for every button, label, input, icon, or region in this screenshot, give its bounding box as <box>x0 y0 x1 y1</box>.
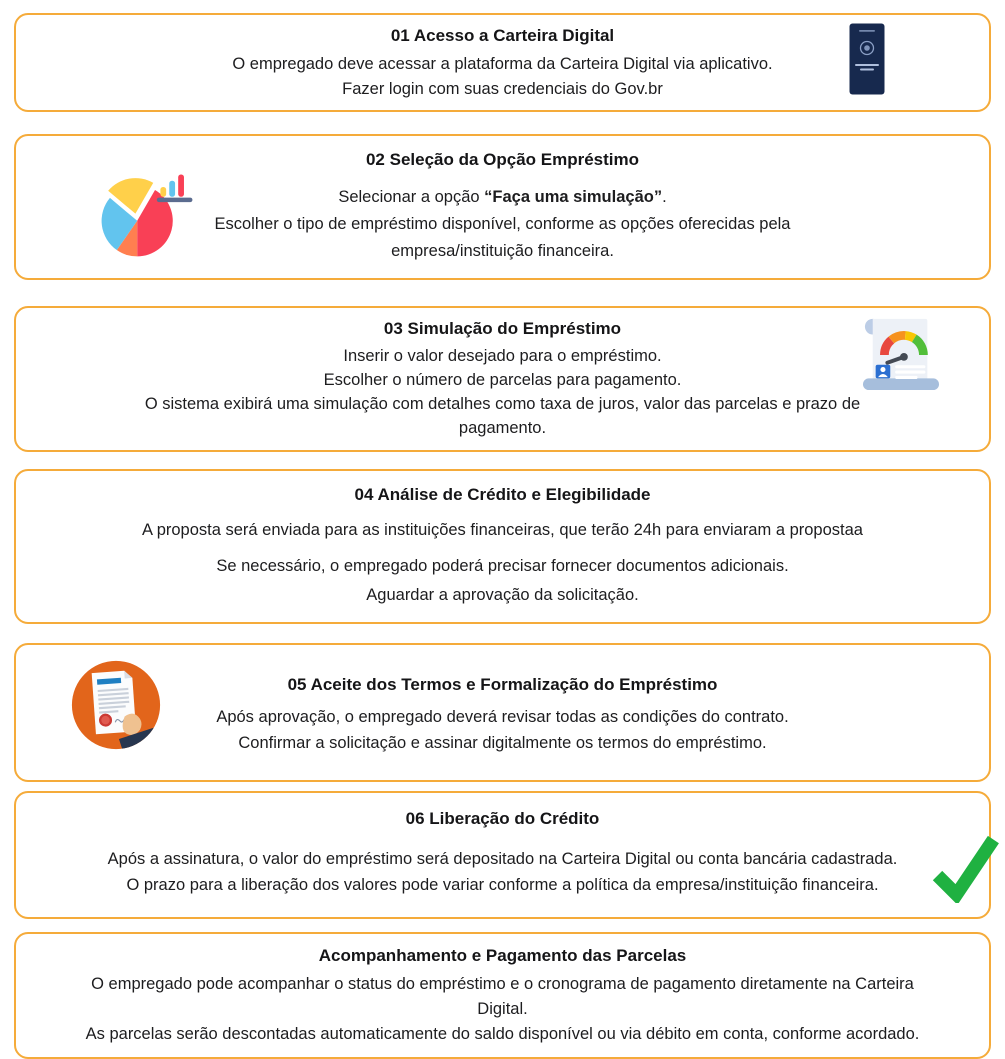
text-line: O empregado deve acessar a plataforma da Carteira Digital via aplicativo. <box>232 54 773 73</box>
step-title: 05 Aceite dos Termos e Formalização do Empréstimo <box>287 675 718 695</box>
step-card-07-acompanhamento <box>14 932 991 1059</box>
step-title: 06 Liberação do Crédito <box>405 809 600 829</box>
green-checkmark-icon <box>929 831 1001 903</box>
step-body <box>76 705 929 756</box>
step-card-04-analise <box>14 469 991 625</box>
text-line: Se necessário, o empregado poderá precisar fornecer documentos adicionais. <box>216 557 789 576</box>
signed-contract-icon <box>70 659 162 751</box>
text-line: Fazer login com suas credenciais do Gov.br <box>342 79 663 98</box>
step-title: 02 Seleção da Opção Empréstimo <box>365 150 640 170</box>
text-line: Após a assinatura, o valor do empréstimo será depositado na Carteira Digital ou conta bancária cadastrada. <box>107 850 898 869</box>
text-line: empresa/instituição financeira. <box>391 241 614 260</box>
step-card-06-liberacao <box>14 791 991 919</box>
text-line: Selecionar a opção “Faça uma simulação”. <box>338 188 667 207</box>
text-line: Confirmar a solicitação e assinar digitalmente os termos do empréstimo. <box>238 733 767 752</box>
text-line: pagamento. <box>458 418 547 437</box>
text-line: O sistema exibirá uma simulação com detalhes como taxa de juros, valor das parcelas e prazo de <box>144 394 861 413</box>
text-line: Escolher o número de parcelas para pagamento. <box>323 370 682 389</box>
text-line: O prazo para a liberação dos valores pode variar conforme a política da empresa/instituição financeira. <box>126 876 879 895</box>
step-card-05-aceite <box>14 643 991 782</box>
loan-steps-infographic <box>0 13 1005 1059</box>
text-line: Escolher o tipo de empréstimo disponível, conforme as opções oferecidas pela <box>214 214 791 233</box>
text-line: O empregado pode acompanhar o status do empréstimo e o cronograma de pagamento diretamente na Carteira <box>91 974 914 993</box>
step-body <box>136 52 869 102</box>
step-card-01-acesso <box>14 13 991 112</box>
step-card-03-simulacao <box>14 306 991 451</box>
step-title: 03 Simulação do Empréstimo <box>383 319 622 339</box>
step-body <box>32 345 973 441</box>
text-line: Inserir o valor desejado para o empréstimo. <box>343 347 662 366</box>
text-line: Aguardar a aprovação da solicitação. <box>366 586 639 605</box>
text-line: A proposta será enviada para as instituições financeiras, que terão 24h para enviaram a propostaa <box>142 520 863 539</box>
carteira-trabalho-digital-card-icon <box>849 23 885 95</box>
credit-score-document-icon <box>859 314 943 392</box>
step-title: 01 Acesso a Carteira Digital <box>390 26 615 45</box>
text-line: Digital. <box>477 999 528 1018</box>
text-line: Após aprovação, o empregado deverá revisar todas as condições do contrato. <box>216 708 789 727</box>
step-body <box>32 846 973 899</box>
step-title: Acompanhamento e Pagamento das Parcelas <box>318 945 687 965</box>
text-line: As parcelas serão descontadas automaticamente do saldo disponível ou via débito em conta, conforme acordado. <box>85 1024 920 1043</box>
step-title: 04 Análise de Crédito e Elegibilidade <box>354 484 651 504</box>
step-body <box>32 972 973 1047</box>
pie-chart-icon <box>98 162 196 260</box>
step-body <box>32 519 973 609</box>
step-card-02-selecao <box>14 134 991 280</box>
